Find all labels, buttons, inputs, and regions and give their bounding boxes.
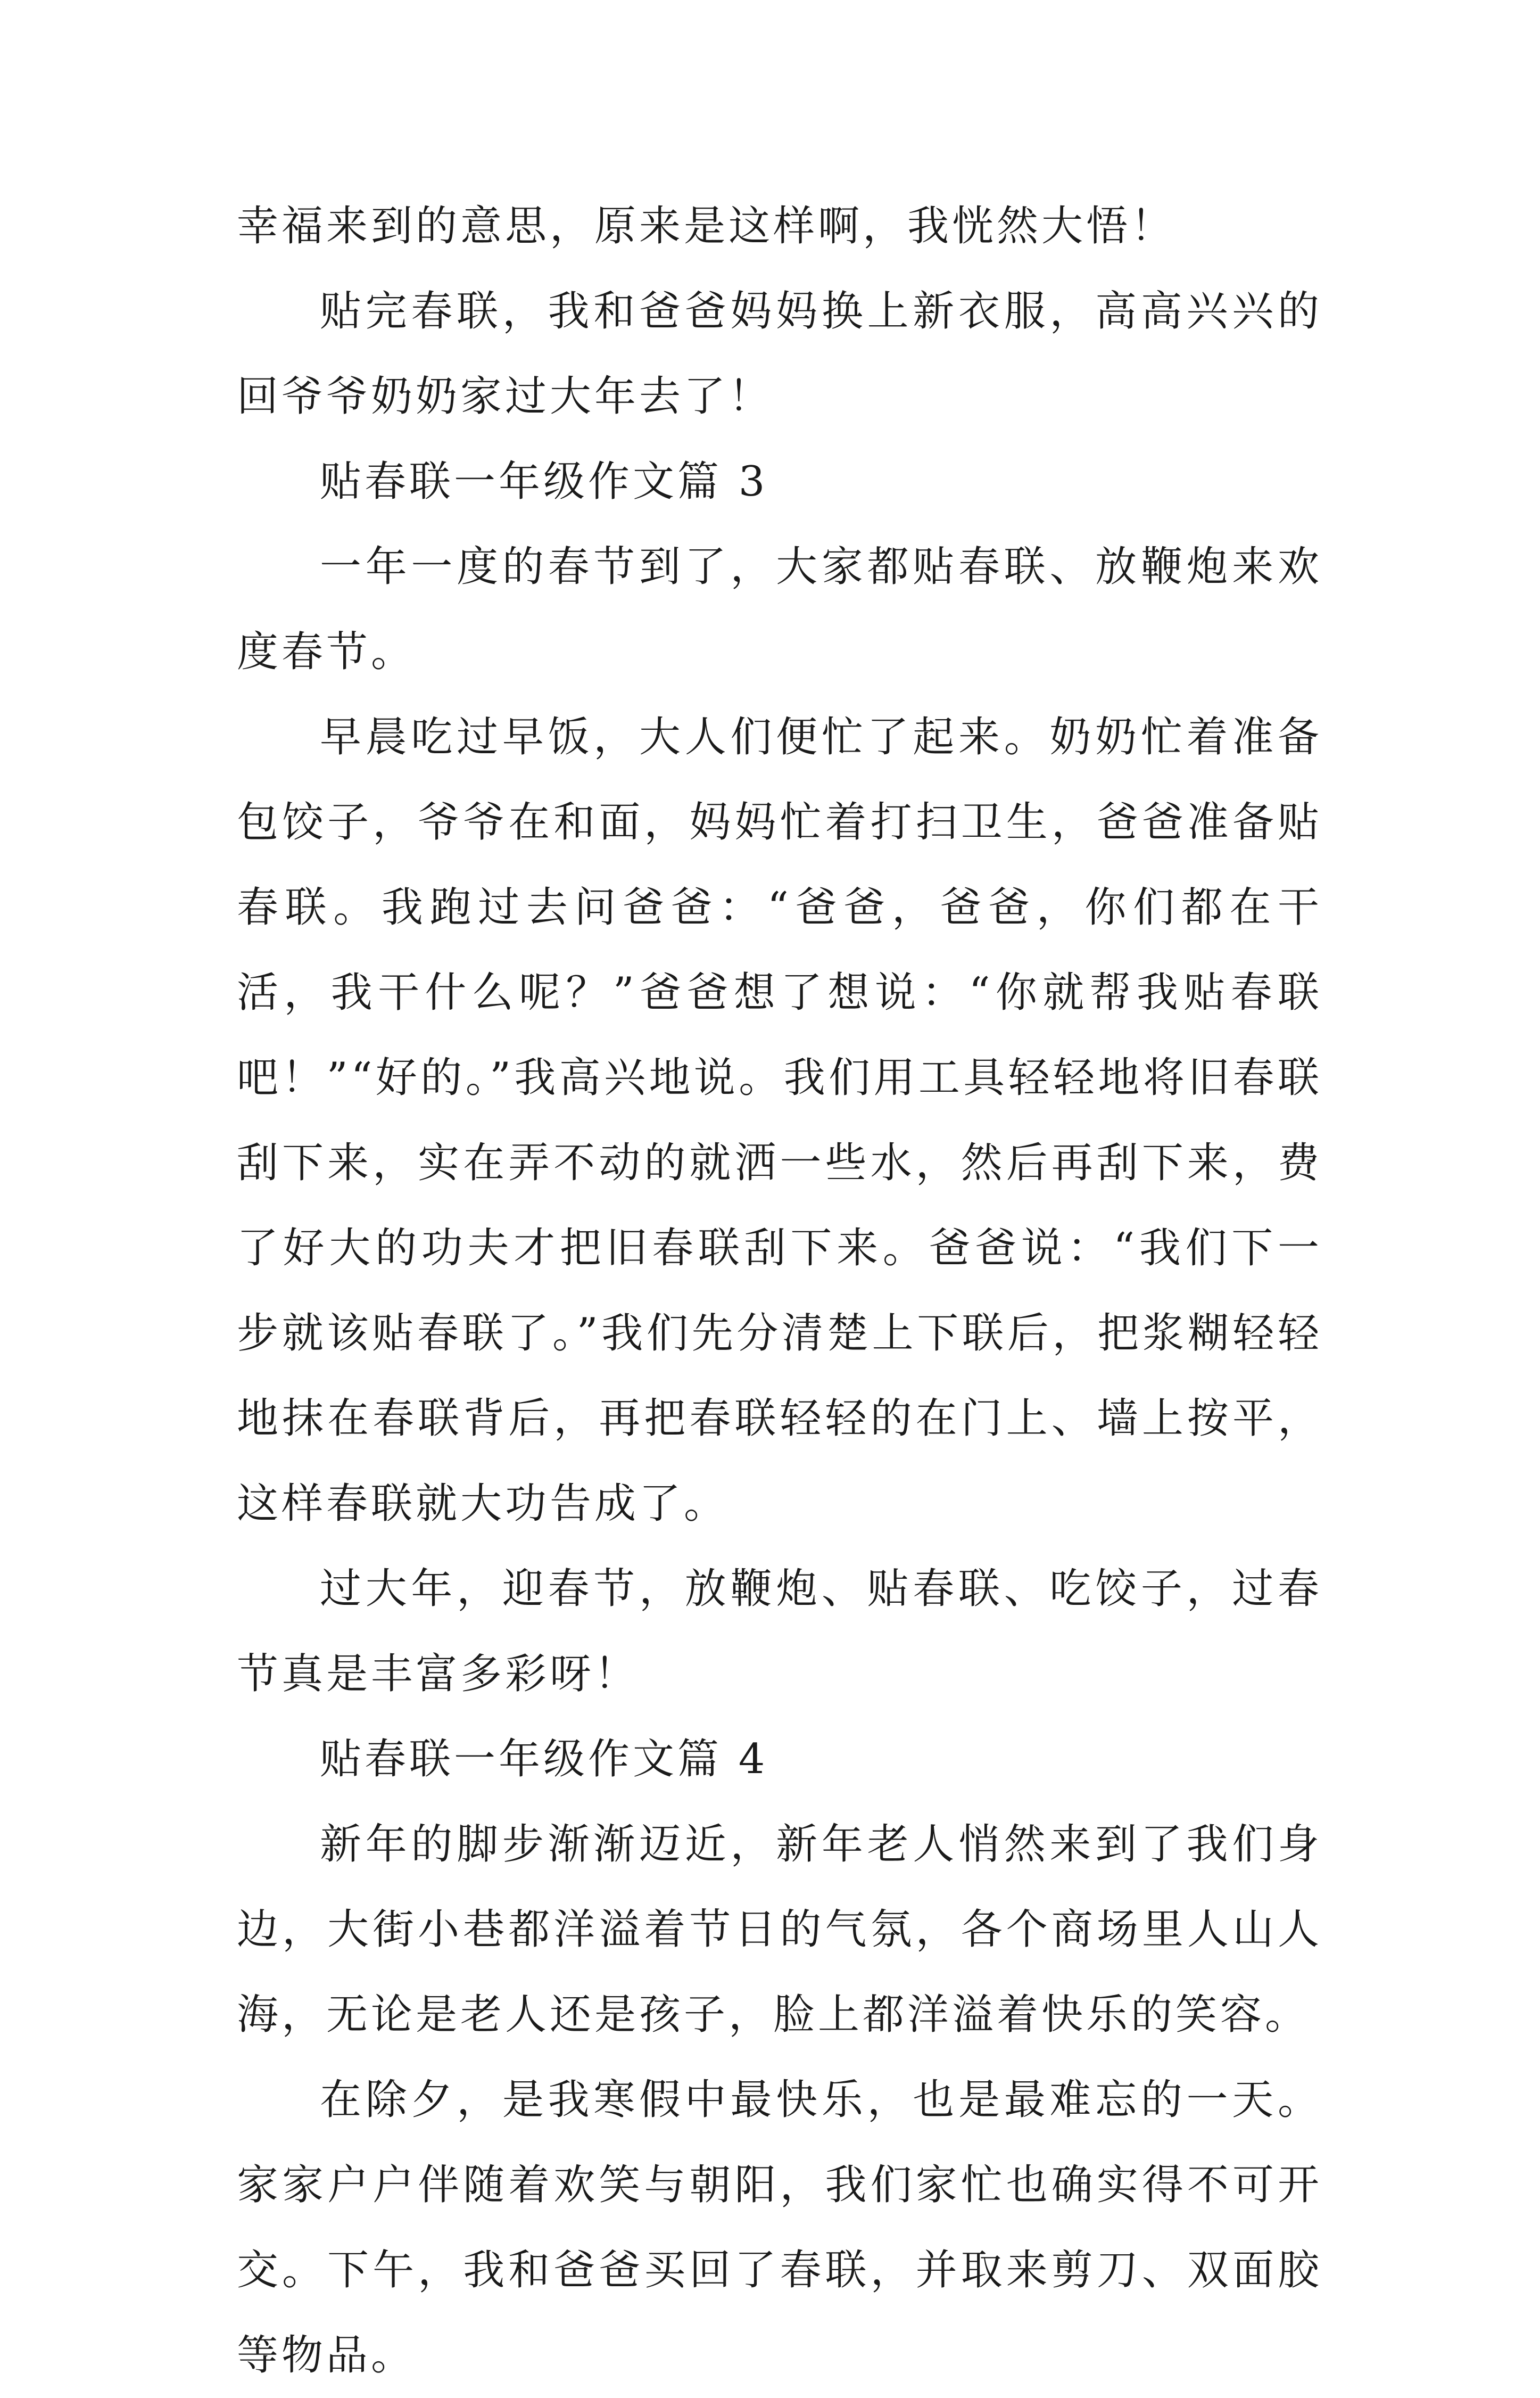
paragraph: 过大年，迎春节，放鞭炮、贴春联、吃饺子，过春节真是丰富多彩呀！: [237, 1565, 1322, 1698]
paragraph-continuation: 幸福来到的意思，原来是这样啊，我恍然大悟！: [237, 202, 1176, 250]
paragraph: 一年一度的春节到了，大家都贴春联、放鞭炮来欢度春节。: [237, 543, 1322, 676]
section-heading: 贴春联一年级作文篇 3: [320, 458, 768, 506]
document-body: [237, 184, 1322, 2398]
paragraph: 在除夕，是我寒假中最快乐，也是最难忘的一天。家家户户伴随着欢笑与朝阳，我们家忙也确实得不可开交。下午，我和爸爸买回了春联，并取来剪刀、双面胶等物品。: [237, 2076, 1322, 2379]
section-heading: 贴春联一年级作文篇 4: [320, 1735, 768, 1783]
paragraph: 新年的脚步渐渐迈近，新年老人悄然来到了我们身边，大街小巷都洋溢着节日的气氛，各个商场里人山人海，无论是老人还是孩子，脸上都洋溢着快乐的笑容。: [237, 1820, 1322, 2039]
paragraph: 早晨吃过早饭，大人们便忙了起来。奶奶忙着准备包饺子，爷爷在和面，妈妈忙着打扫卫生，爸爸准备贴春联。我跑过去问爸爸：“爸爸，爸爸，你们都在干活，我干什么呢？”爸爸想了想说：“你就帮我贴春联吧！”“好的。”我高兴地说。我们用工具轻轻地将旧春联刮下来，实在弄不动的就洒一些水，然后再刮下来，费了好大的功夫才把旧春联刮下来。爸爸说：“我们下一步就该贴春联了。”我们先分清楚上下联后，把浆糊轻轻地抹在春联背后，再把春联轻轻的在门上、墙上按平，这样春联就大功告成了。: [237, 713, 1322, 1528]
paragraph: 贴完春联，我和爸爸妈妈换上新衣服，高高兴兴的回爷爷奶奶家过大年去了！: [237, 287, 1322, 421]
